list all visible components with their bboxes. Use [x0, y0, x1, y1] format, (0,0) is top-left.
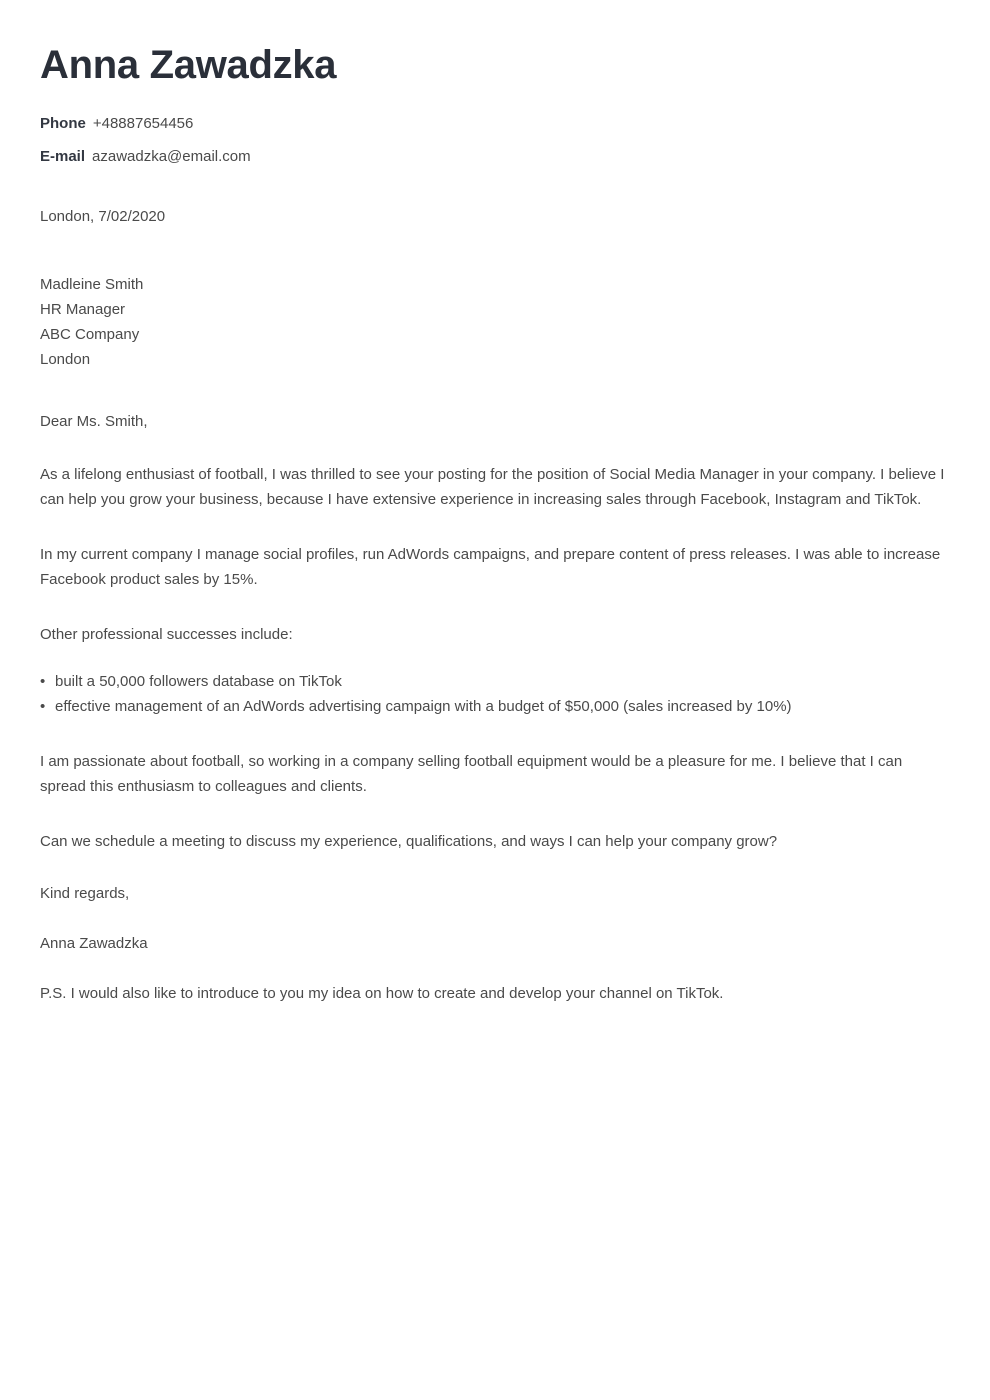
recipient-line-name: Madleine Smith: [40, 276, 144, 293]
list-item: [40, 669, 950, 694]
contact-row-email: [40, 147, 950, 167]
list-intro: Other professional successes include:: [40, 626, 293, 643]
recipient-line-title: HR Manager: [40, 301, 126, 318]
postscript: P.S. I would also like to introduce to you my idea on how to create and develop your channel on TikTok.: [40, 985, 724, 1002]
salutation: Dear Ms. Smith,: [40, 413, 148, 430]
page-title: Anna Zawadzka: [40, 43, 337, 87]
body-paragraph-2: In my current company I manage social profiles, run AdWords campaigns, and prepare content of press releases. I was able to increase Facebook product sales by 15%.: [40, 546, 941, 588]
signature-line: Anna Zawadzka: [40, 935, 148, 952]
recipient-line-company: ABC Company: [40, 326, 140, 343]
recipient-line-city: London: [40, 351, 91, 368]
body-paragraph-1: As a lifelong enthusiast of football, I was thrilled to see your posting for the position of Social Media Manager in your company. I believe I can help you grow your business, because I have extensive experience in increasing sales through Facebook, Instagram and TikTok.: [40, 466, 945, 508]
list-item: [40, 694, 950, 719]
body-paragraph-3: I am passionate about football, so working in a company selling football equipment would be a pleasure for me. I believe that I can spread this enthusiasm to colleagues and clients.: [40, 753, 903, 795]
contact-row-phone: [40, 114, 950, 134]
list-item-label: effective management of an AdWords advertising campaign with a budget of $50,000 (sales increased by 10%): [55, 698, 792, 715]
closing-line: Kind regards,: [40, 885, 130, 902]
achievements-list: [40, 669, 950, 719]
contact-block: [40, 114, 950, 167]
date-line: London, 7/02/2020: [40, 208, 166, 225]
list-item-label: built a 50,000 followers database on TikTok: [55, 673, 342, 690]
contact-value-email: azawadzka@email.com: [92, 148, 251, 165]
contact-label-email: E-mail: [40, 148, 86, 165]
bullet-point-icon: •: [40, 698, 46, 715]
body-paragraph-4: Can we schedule a meeting to discuss my experience, qualifications, and ways I can help your company grow?: [40, 833, 778, 850]
recipient-block: [40, 272, 950, 372]
contact-label-phone: Phone: [40, 115, 86, 132]
bullet-point-icon: •: [40, 673, 46, 690]
contact-value-phone: +48887654456: [92, 115, 194, 132]
